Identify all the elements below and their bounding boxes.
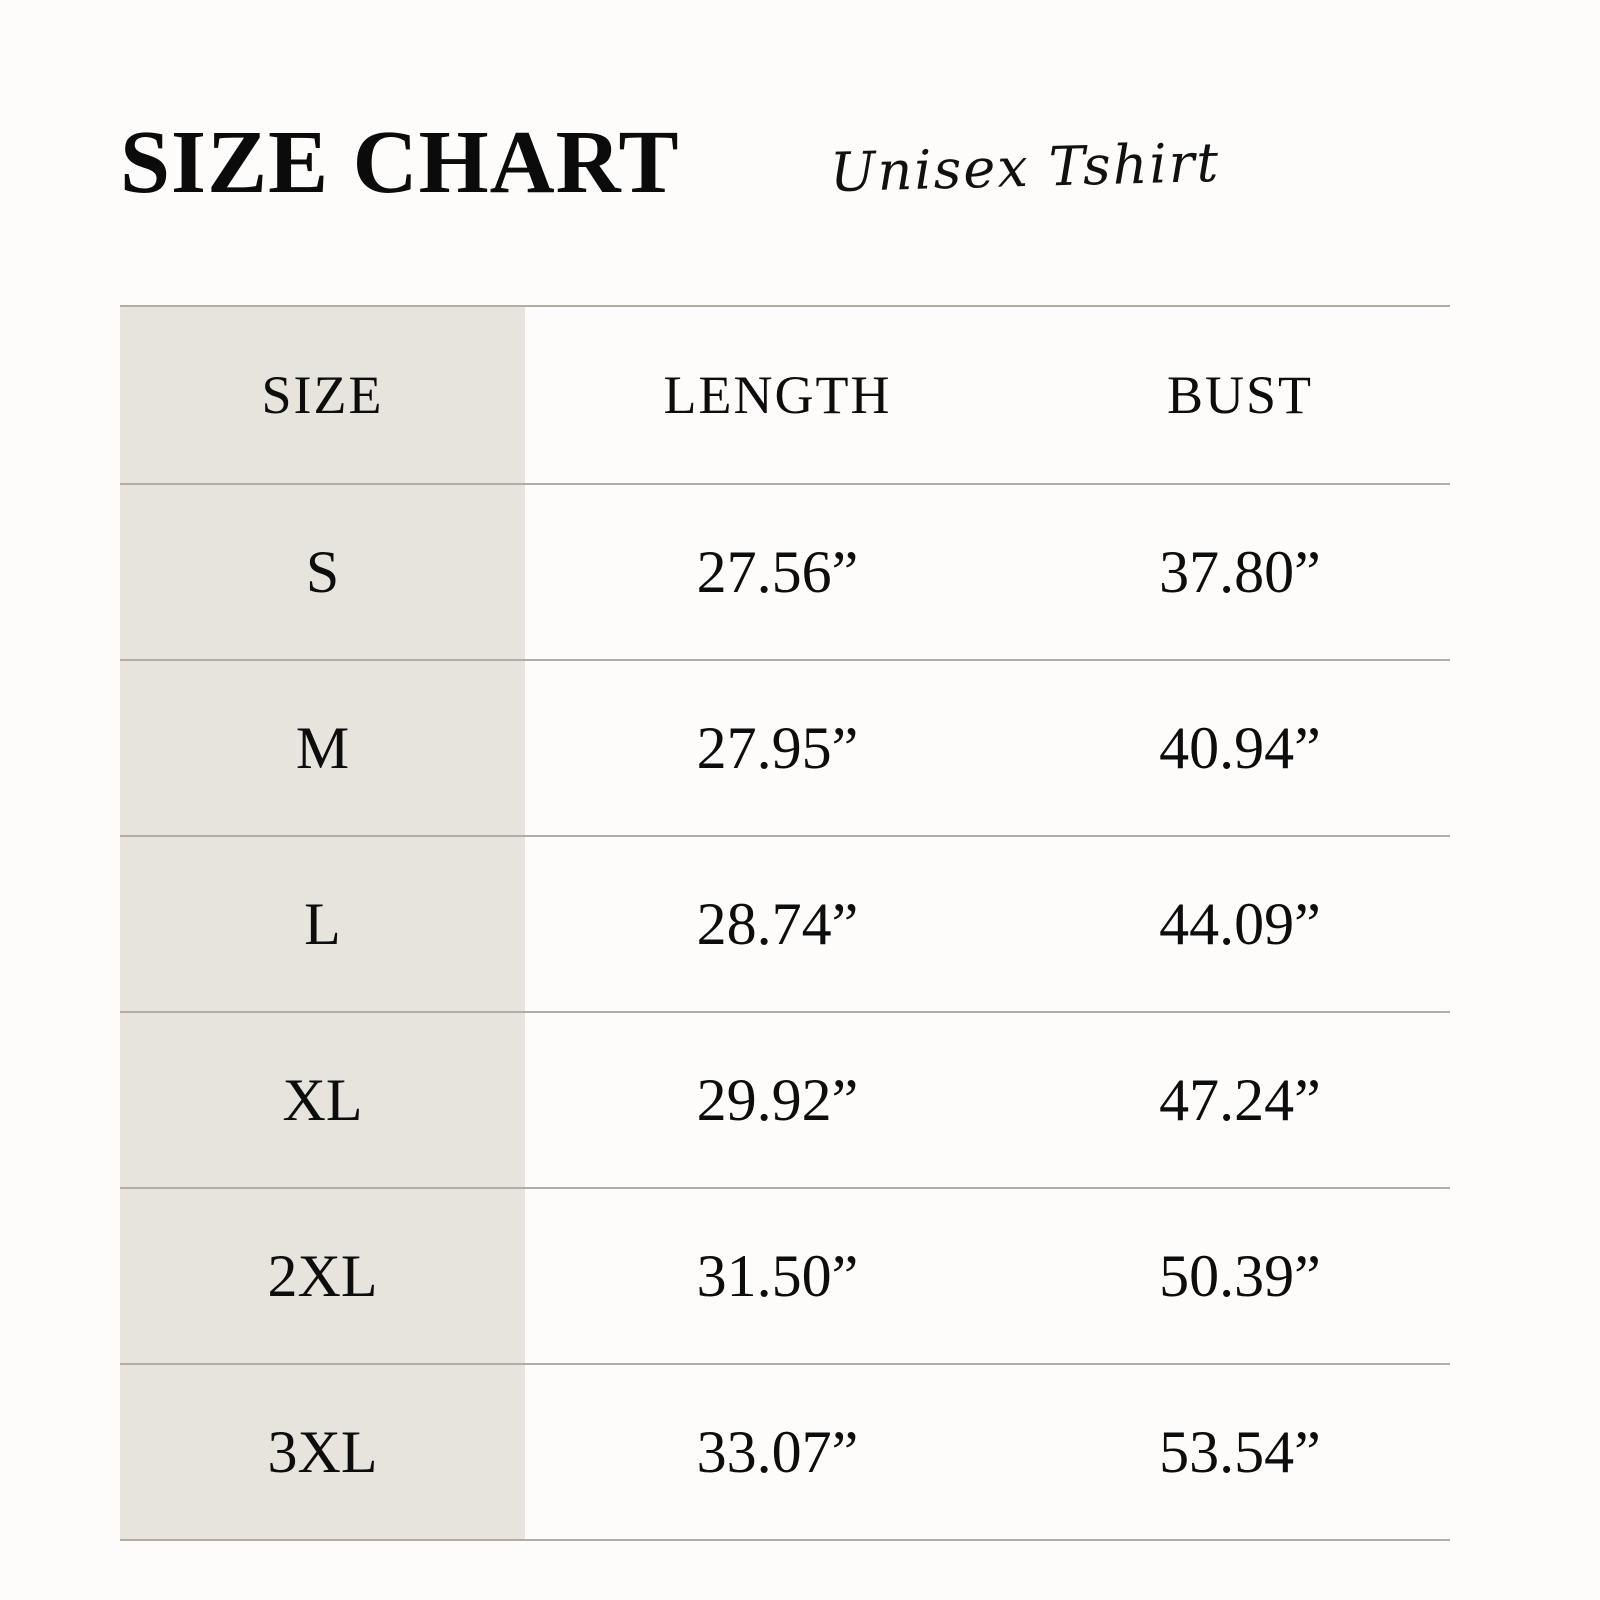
cell-length: 33.07”: [525, 1364, 1030, 1540]
table-row: [120, 1012, 1450, 1188]
table-row: [120, 1188, 1450, 1364]
cell-bust: 40.94”: [1030, 660, 1450, 836]
cell-length: 27.56”: [525, 484, 1030, 660]
size-table-wrapper: [120, 305, 1450, 1541]
column-header-bust: BUST: [1030, 306, 1450, 484]
table-header-row: [120, 306, 1450, 484]
cell-bust: 53.54”: [1030, 1364, 1450, 1540]
size-table: [120, 305, 1450, 1541]
cell-size: 2XL: [120, 1188, 525, 1364]
cell-size: XL: [120, 1012, 525, 1188]
cell-bust: 37.80”: [1030, 484, 1450, 660]
table-row: [120, 660, 1450, 836]
cell-size: 3XL: [120, 1364, 525, 1540]
table-row: [120, 836, 1450, 1012]
table-body: [120, 484, 1450, 1540]
cell-length: 29.92”: [525, 1012, 1030, 1188]
cell-size: M: [120, 660, 525, 836]
table-row: [120, 1364, 1450, 1540]
cell-length: 28.74”: [525, 836, 1030, 1012]
cell-bust: 47.24”: [1030, 1012, 1450, 1188]
cell-size: S: [120, 484, 525, 660]
cell-bust: 44.09”: [1030, 836, 1450, 1012]
page-title: SIZE CHART: [120, 113, 680, 212]
cell-size: L: [120, 836, 525, 1012]
column-header-size: SIZE: [120, 306, 525, 484]
header: [120, 113, 1480, 238]
table-row: [120, 484, 1450, 660]
cell-length: 31.50”: [525, 1188, 1030, 1364]
page-subtitle: Unisex Tshirt: [828, 130, 1221, 205]
column-header-length: LENGTH: [525, 306, 1030, 484]
cell-length: 27.95”: [525, 660, 1030, 836]
cell-bust: 50.39”: [1030, 1188, 1450, 1364]
table-header: [120, 306, 1450, 484]
